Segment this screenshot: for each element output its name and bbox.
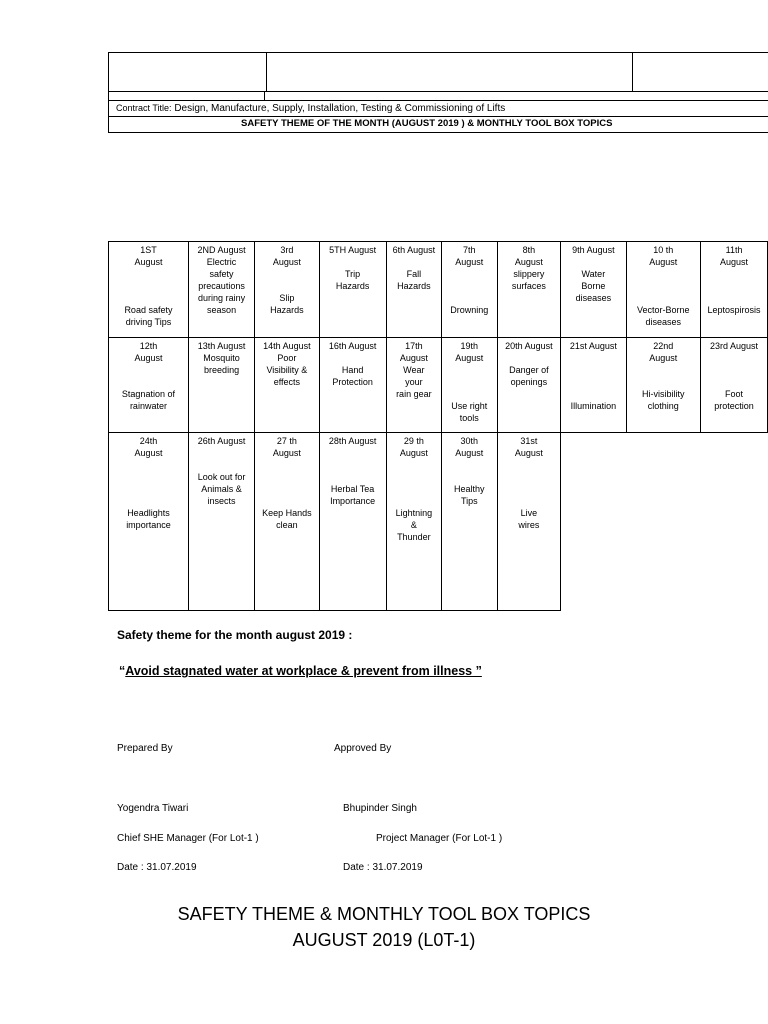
calendar-cell (319, 433, 386, 611)
prepared-by-label: Prepared By (117, 743, 173, 754)
calendar-cell (626, 242, 701, 338)
cell-date: 10 th August (649, 245, 678, 267)
cell-date: 12th August (134, 341, 163, 363)
cell-date: 1ST August (134, 245, 163, 267)
calendar-cell (255, 338, 319, 433)
safety-theme-label: Safety theme for the month august 2019 : (117, 628, 353, 642)
cell-date: 5TH August (329, 245, 377, 255)
contract-title-label: Contract Title: (116, 103, 172, 113)
cell-date: 20th August (505, 341, 553, 351)
calendar-cell (109, 433, 189, 611)
calendar-row (109, 242, 768, 338)
prepared-by-date: Date : 31.07.2019 (117, 862, 197, 873)
approved-by-label: Approved By (334, 743, 392, 754)
cell-date: 19th August (455, 341, 484, 363)
calendar-cell (255, 433, 319, 611)
cell-topic: Trip Hazards (335, 269, 370, 291)
approved-by-role: Project Manager (For Lot-1 ) (376, 833, 503, 844)
cell-topic: Leptospirosis (707, 305, 761, 315)
cell-topic: Slip Hazards (270, 293, 304, 315)
cell-date: 3rd August (272, 245, 301, 267)
calendar-cell (319, 338, 386, 433)
cell-date: 16th August (328, 341, 377, 351)
cell-date: 26th August (197, 436, 246, 446)
calendar-cell (701, 242, 768, 338)
cell-date: 6th August (392, 245, 436, 255)
cell-topic: Hand Protection (332, 365, 373, 387)
cell-topic: Drowning (450, 305, 489, 315)
cell-date: 7th August (455, 245, 484, 267)
cell-topic: slippery surfaces (511, 269, 546, 291)
cell-date: 22nd August (649, 341, 678, 363)
theme-heading-row (108, 117, 768, 133)
header-divider (264, 92, 265, 100)
cell-date: 13th August (197, 341, 246, 351)
calendar-cell (497, 433, 561, 611)
cell-topic: Hi-visibility clothing (642, 389, 685, 411)
calendar-cell (386, 242, 441, 338)
calendar-cell (188, 242, 254, 338)
calendar-cell (561, 242, 626, 338)
cell-date: 21st August (569, 341, 617, 351)
cell-topic: Foot protection (714, 389, 754, 411)
contract-title: Design, Manufacture, Supply, Installation, Testing & Commissioning of Lifts (174, 103, 506, 114)
cell-date: 24th August (134, 436, 163, 458)
calendar-cell (442, 242, 498, 338)
cell-topic: Stagnation of rainwater (121, 389, 175, 411)
calendar-row (109, 338, 768, 433)
cell-date: 14th August (263, 341, 311, 351)
cell-topic: Wear your rain gear (396, 365, 432, 399)
calendar-row (109, 433, 768, 611)
cell-topic: Electric safety precautions during rainy season (198, 257, 246, 315)
calendar-cell (442, 338, 498, 433)
safety-theme-text: Avoid stagnated water at workplace & prevent from illness ” (125, 664, 482, 678)
cell-date: 31st August (514, 436, 543, 458)
calendar-cell (319, 242, 386, 338)
cell-topic: Road safety driving Tips (124, 305, 173, 327)
cell-topic: Healthy Tips (454, 484, 485, 506)
cell-topic: Vector-Borne diseases (637, 305, 690, 327)
cell-topic: Poor Visibility & effects (266, 353, 308, 387)
header-box (108, 52, 768, 92)
calendar-cell (109, 338, 189, 433)
calendar-cell (386, 338, 441, 433)
calendar-cell (701, 338, 768, 433)
calendar-cell (442, 433, 498, 611)
theme-heading: SAFETY THEME OF THE MONTH (AUGUST 2019 ) & MONTHLY TOOL BOX TOPICS (241, 118, 613, 129)
cell-topic: Illumination (570, 401, 617, 411)
calendar-cell (255, 242, 319, 338)
cell-topic: Use right tools (451, 401, 488, 423)
cell-topic: Fall Hazards (397, 269, 431, 291)
cell-date: 17th August (399, 341, 428, 363)
cell-topic: Danger of openings (509, 365, 549, 387)
prepared-by-name: Yogendra Tiwari (117, 803, 189, 814)
cell-topic: Live wires (518, 508, 540, 530)
safety-theme-quote (119, 664, 482, 678)
approved-by-name: Bhupinder Singh (343, 803, 417, 814)
cell-topic: Look out for Animals & insects (197, 472, 246, 506)
header-divider (266, 53, 267, 91)
cell-date: 2ND August (197, 245, 246, 255)
cell-topic: Mosquito breeding (203, 353, 240, 375)
calendar-cell (497, 242, 561, 338)
contract-title-row (108, 101, 768, 117)
calendar-cell (561, 338, 626, 433)
header-spacer-row (108, 92, 768, 101)
calendar-cell (188, 433, 254, 611)
cell-date: 8th August (514, 245, 543, 267)
header-divider (632, 53, 633, 91)
calendar-cell (188, 338, 254, 433)
footer-title: SAFETY THEME & MONTHLY TOOL BOX TOPICS (177, 904, 591, 924)
calendar-cell (109, 242, 189, 338)
cell-date: 11th August (720, 245, 749, 267)
cell-topic: Herbal Tea Importance (330, 484, 376, 506)
approved-by-date: Date : 31.07.2019 (343, 862, 423, 873)
calendar-cell (386, 433, 441, 611)
quote-mark: “ (119, 664, 126, 678)
cell-date: 28th August (328, 436, 377, 446)
cell-date: 27 th August (272, 436, 301, 458)
footer-subtitle: AUGUST 2019 (L0T-1) (292, 930, 476, 950)
calendar-table (108, 241, 768, 611)
cell-topic: Lightning & Thunder (395, 508, 433, 542)
cell-topic: Headlights importance (126, 508, 171, 530)
cell-topic: Water Borne diseases (575, 269, 612, 303)
calendar-cell (626, 338, 701, 433)
prepared-by-role: Chief SHE Manager (For Lot-1 ) (117, 833, 259, 844)
cell-date: 23rd August (710, 341, 759, 351)
cell-date: 30th August (455, 436, 484, 458)
calendar-cell (497, 338, 561, 433)
cell-date: 9th August (572, 245, 615, 255)
calendar-empty-cell (561, 433, 768, 611)
cell-topic: Keep Hands clean (262, 508, 312, 530)
cell-date: 29 th August (399, 436, 428, 458)
